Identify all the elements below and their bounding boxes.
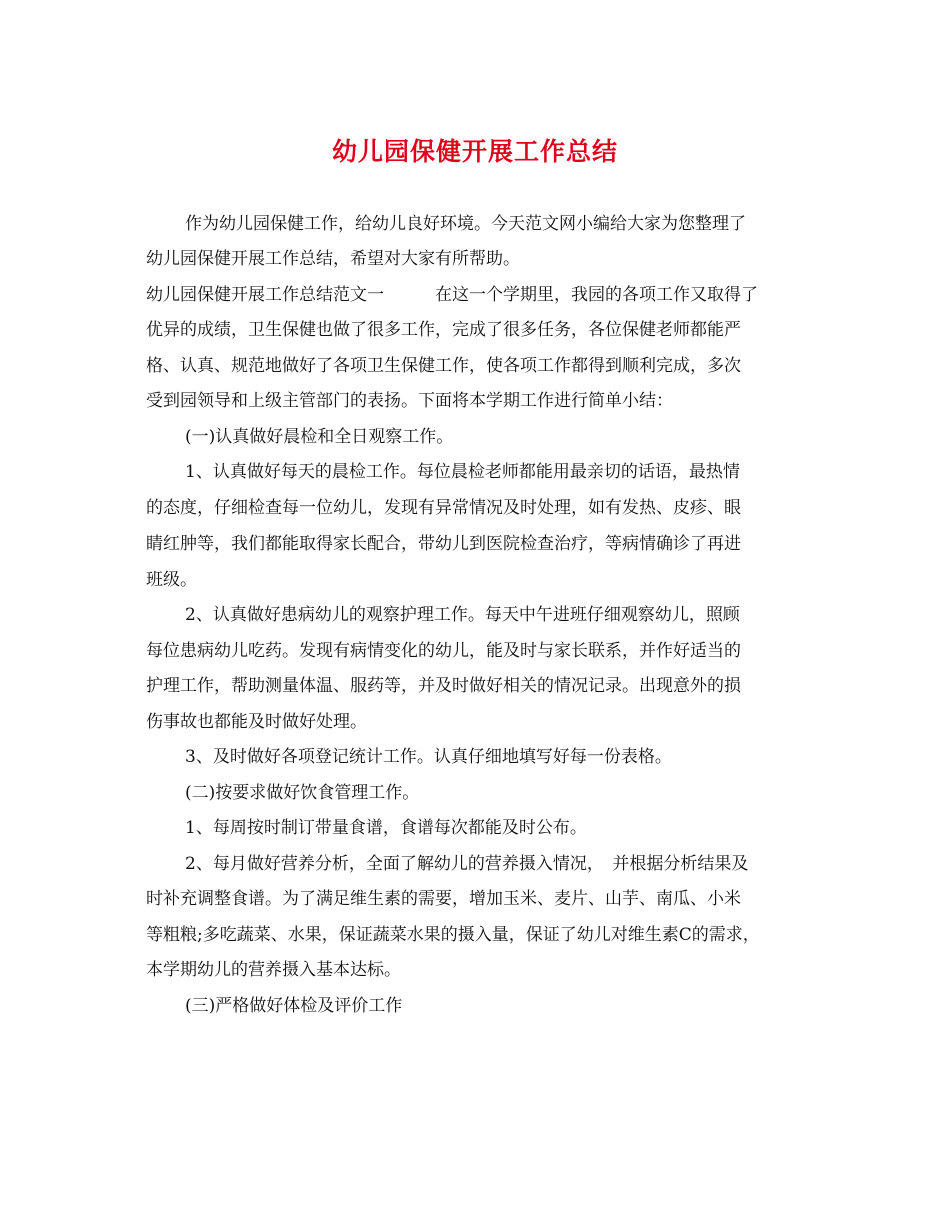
text-line: 本学期幼儿的营养摄入基本达标。 — [146, 960, 401, 980]
text-line: 1、认真做好每天的晨检工作。每位晨检老师都能用最亲切的话语，最热情 — [185, 462, 740, 482]
text-line: 2、认真做好患病幼儿的观察护理工作。每天中午进班仔细观察幼儿，照顾 — [185, 605, 740, 625]
text-line: 睛红肿等，我们都能取得家长配合，带幼儿到医院检查治疗，等病情确诊了再进 — [146, 534, 741, 554]
text-line: 幼儿园保健开展工作总结范文一 在这一个学期里，我园的各项工作又取得了 — [146, 285, 758, 305]
section-heading: (二)按要求做好饮食管理工作。 — [185, 783, 420, 803]
text-line: 2、每月做好营养分析，全面了解幼儿的营养摄入情况， 并根据分析结果及 — [185, 854, 749, 874]
text-line: 伤事故也都能及时做好处理。 — [146, 712, 367, 732]
text-line: 班级。 — [146, 570, 197, 590]
text-line: 护理工作，帮助测量体温、服药等，并及时做好相关的情况记录。出现意外的损 — [146, 676, 741, 696]
text-line: 每位患病幼儿吃药。发现有病情变化的幼儿，能及时与家长联系，并作好适当的 — [146, 641, 741, 661]
text-line: 受到园领导和上级主管部门的表扬。下面将本学期工作进行简单小结： — [146, 391, 673, 411]
text-line: 作为幼儿园保健工作，给幼儿良好环境。今天范文网小编给大家为您整理了 — [185, 214, 746, 234]
section-heading: (三)严格做好体检及评价工作 — [185, 996, 403, 1016]
text-line: 3、及时做好各项登记统计工作。认真仔细地填写好每一份表格。 — [185, 747, 672, 767]
text-line: 等粗粮;多吃蔬菜、水果，保证蔬菜水果的摄入量，保证了幼儿对维生素C的需求， — [146, 925, 760, 945]
document-title: 幼儿园保健开展工作总结 — [331, 137, 618, 166]
text-line: 幼儿园保健开展工作总结，希望对大家有所帮助。 — [146, 249, 520, 269]
text-line: 时补充调整食谱。为了满足维生素的需要，增加玉米、麦片、山芋、南瓜、小米 — [146, 889, 741, 909]
text-line: 格、认真、规范地做好了各项卫生保健工作，使各项工作都得到顺利完成，多次 — [146, 356, 741, 376]
text-line: 的态度，仔细检查每一位幼儿，发现有异常情况及时处理，如有发热、皮疹、眼 — [146, 498, 741, 518]
section-heading: (一)认真做好晨检和全日观察工作。 — [185, 427, 454, 447]
text-line: 优异的成绩，卫生保健也做了很多工作，完成了很多任务，各位保健老师都能严 — [146, 320, 741, 340]
text-line: 1、每周按时制订带量食谱，食谱每次都能及时公布。 — [185, 818, 587, 838]
